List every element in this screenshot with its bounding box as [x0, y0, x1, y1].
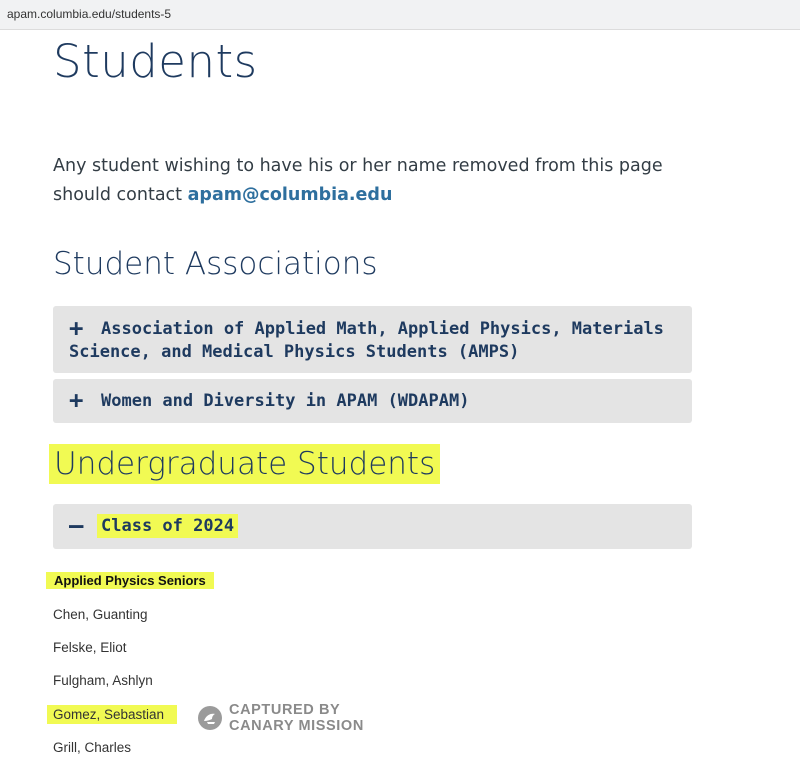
student-name: Felske, Eliot [53, 640, 127, 655]
browser-address-bar[interactable] [0, 0, 800, 30]
accordion-label: Women and Diversity in APAM (WDAPAM) [101, 391, 470, 411]
minus-icon: — [69, 511, 84, 539]
student-name-highlighted: Gomez, Sebastian [47, 705, 177, 724]
accordion-amps[interactable] [53, 306, 692, 373]
page-title: Students [53, 35, 258, 88]
accordion-class-of-2024[interactable] [53, 504, 692, 549]
applied-physics-seniors-label: Applied Physics Seniors [46, 572, 214, 589]
contact-email-link[interactable]: apam@columbia.edu [187, 185, 393, 205]
plus-icon: + [69, 314, 84, 342]
intro-text: Any student wishing to have his or her name removed from this page should contact [53, 156, 663, 205]
canary-bird-icon [197, 705, 223, 731]
intro-paragraph [53, 152, 693, 210]
student-associations-heading: Student Associations [53, 246, 378, 282]
url-text[interactable]: apam.columbia.edu/students-5 [7, 7, 172, 21]
undergraduate-students-heading: Undergraduate Students [49, 444, 440, 484]
watermark-line-2: CANARY MISSION [229, 718, 364, 734]
plus-icon: + [69, 386, 84, 414]
accordion-label: Association of Applied Math, Applied Physics, Materials Science, and Medical Physics Students (AMPS) [69, 319, 664, 362]
accordion-label: Class of 2024 [97, 514, 238, 538]
student-name: Grill, Charles [53, 740, 132, 755]
student-name: Fulgham, Ashlyn [53, 673, 153, 688]
canary-mission-watermark [197, 702, 364, 734]
accordion-wdapam[interactable] [53, 379, 692, 423]
watermark-line-1: CAPTURED BY [229, 702, 341, 718]
student-name: Chen, Guanting [53, 607, 148, 622]
